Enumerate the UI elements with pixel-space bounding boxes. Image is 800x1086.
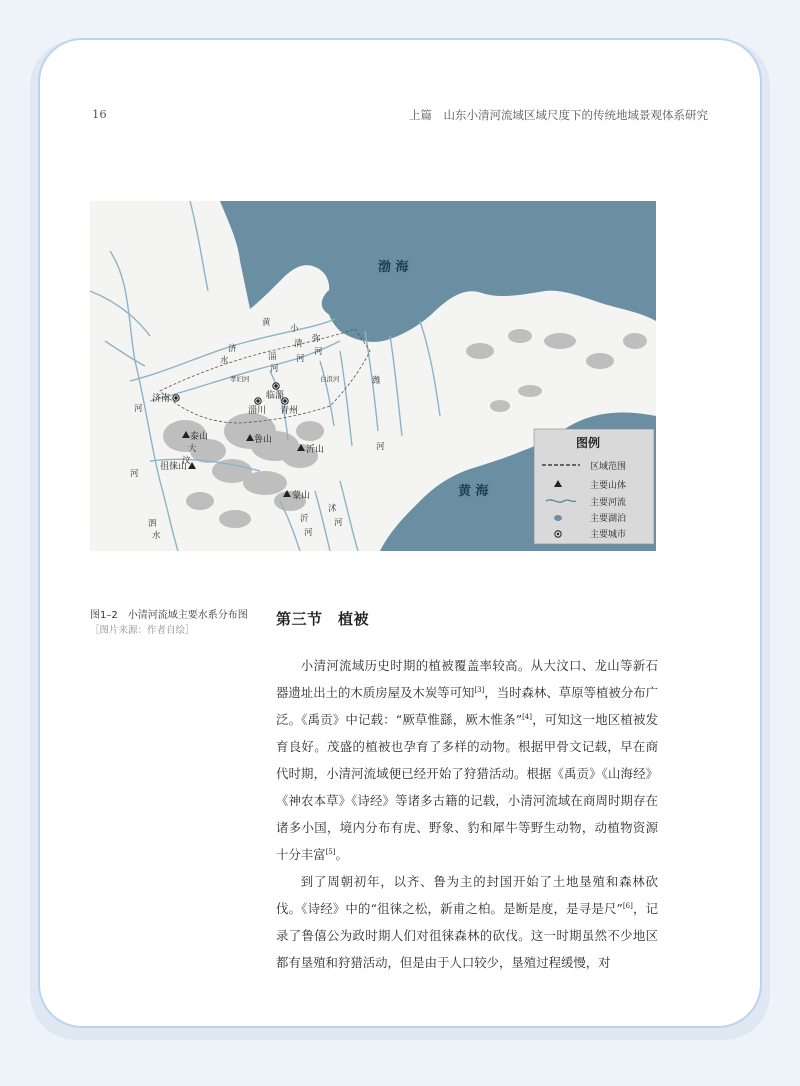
- footnote-ref: [6]: [622, 901, 633, 910]
- legend-title: 图例: [576, 436, 601, 450]
- city-linzi: 临淄: [266, 391, 285, 401]
- river-label: 济: [228, 344, 237, 354]
- book-page: [38, 38, 762, 1028]
- legend-item: 区域范围: [590, 462, 627, 472]
- mountain-lushan: 鲁山: [254, 435, 273, 445]
- legend-item: 主要湖泊: [590, 514, 627, 524]
- river-label: 淄: [268, 352, 277, 362]
- mountain-taishan: 泰山: [190, 432, 209, 442]
- river-label: 潍: [372, 376, 381, 386]
- river-label: 白浪河: [320, 375, 340, 383]
- mountain-mengshan: 蒙山: [292, 491, 311, 501]
- footnote-ref: [5]: [325, 847, 336, 856]
- city-qingzhou: 青州: [280, 406, 299, 416]
- huanghai-label: 黄 海: [458, 484, 489, 499]
- river-label: 孝妇河: [230, 375, 250, 383]
- legend-item: 主要城市: [590, 530, 627, 540]
- river-label: 河: [134, 404, 143, 414]
- river-label: 水: [152, 531, 161, 541]
- running-header: [92, 107, 708, 125]
- figure-caption: [90, 608, 260, 638]
- river-label: 河: [376, 442, 385, 452]
- city-zichuan: 淄川: [248, 406, 267, 416]
- bohai-label: 渤 海: [378, 260, 409, 275]
- river-label: 沭: [328, 504, 337, 514]
- river-label: 河: [314, 347, 323, 357]
- river-label: 河: [270, 364, 279, 374]
- river-label: 清: [294, 339, 303, 349]
- section-title: 第三节 植被: [276, 610, 370, 628]
- river-label: 河: [334, 518, 343, 528]
- river-label: 沂: [300, 514, 309, 524]
- city-jinan: 济南: [152, 394, 171, 404]
- river-label: 河: [130, 469, 139, 479]
- river-label: 河: [304, 528, 313, 538]
- river-label: 泗: [148, 519, 157, 529]
- running-title: 上篇 山东小清河流域区域尺度下的传统地域景观体系研究: [409, 108, 708, 122]
- river-label: 弥: [312, 334, 321, 344]
- footnote-ref: [3]: [474, 685, 485, 694]
- body-text: [276, 652, 658, 976]
- river-label: 水: [220, 356, 229, 366]
- river-label: 汶: [182, 456, 191, 466]
- page-number: 16: [92, 107, 107, 121]
- mountain-culaishan: 徂徕山: [160, 462, 188, 472]
- footnote-ref: [4]: [522, 712, 532, 721]
- river-label: 河: [296, 354, 305, 364]
- river-label: 小: [290, 324, 299, 334]
- paragraph-2: 到了周朝初年，以齐、鲁为主的封国开始了土地垦殖和森林砍伐。《诗经》中的“徂徕之松，新甫之柏。是断是度，是寻是尺”[6]，记录了鲁僖公为政时期人们对徂徕森林的砍伐。这一时期虽然不少地区都有垦殖和狩猎活动，但是由于人口较少，垦殖过程缓慢，对: [276, 874, 659, 970]
- river-label: 大: [188, 444, 197, 454]
- sea-area: [220, 201, 656, 342]
- river-label: 黄: [262, 318, 271, 328]
- paragraph-1: 小清河流域历史时期的植被覆盖率较高。从大汶口、龙山等新石器遗址出土的木质房屋及木炭等可知[3]，当时森林、草原等植被分布广泛。《禹贡》中记载：“厥草惟繇，厥木惟条”[4]，可知这一地区植被发育良好。茂盛的植被也孕育了多样的动物。根据甲骨文记载，早在商代时期，小清河流域便已经开始了狩猎活动。根据《禹贡》《山海经》《神农本草》《诗经》等诸多古籍的记载，小清河流域在商周时期存在诸多小国，境内分布有虎、野象、豹和犀牛等野生动物，动植物资源十分丰富[5]。: [276, 658, 659, 862]
- legend-item: 主要河流: [590, 498, 627, 508]
- caption-source: ［图片来源：作者自绘］: [90, 625, 195, 636]
- mountain-yishan: 沂山: [306, 445, 325, 455]
- legend-item: 主要山体: [590, 481, 627, 491]
- water-system-map: [90, 201, 656, 551]
- map-legend: [534, 429, 654, 544]
- caption-title: 图1–2 小清河流域主要水系分布图: [90, 610, 248, 621]
